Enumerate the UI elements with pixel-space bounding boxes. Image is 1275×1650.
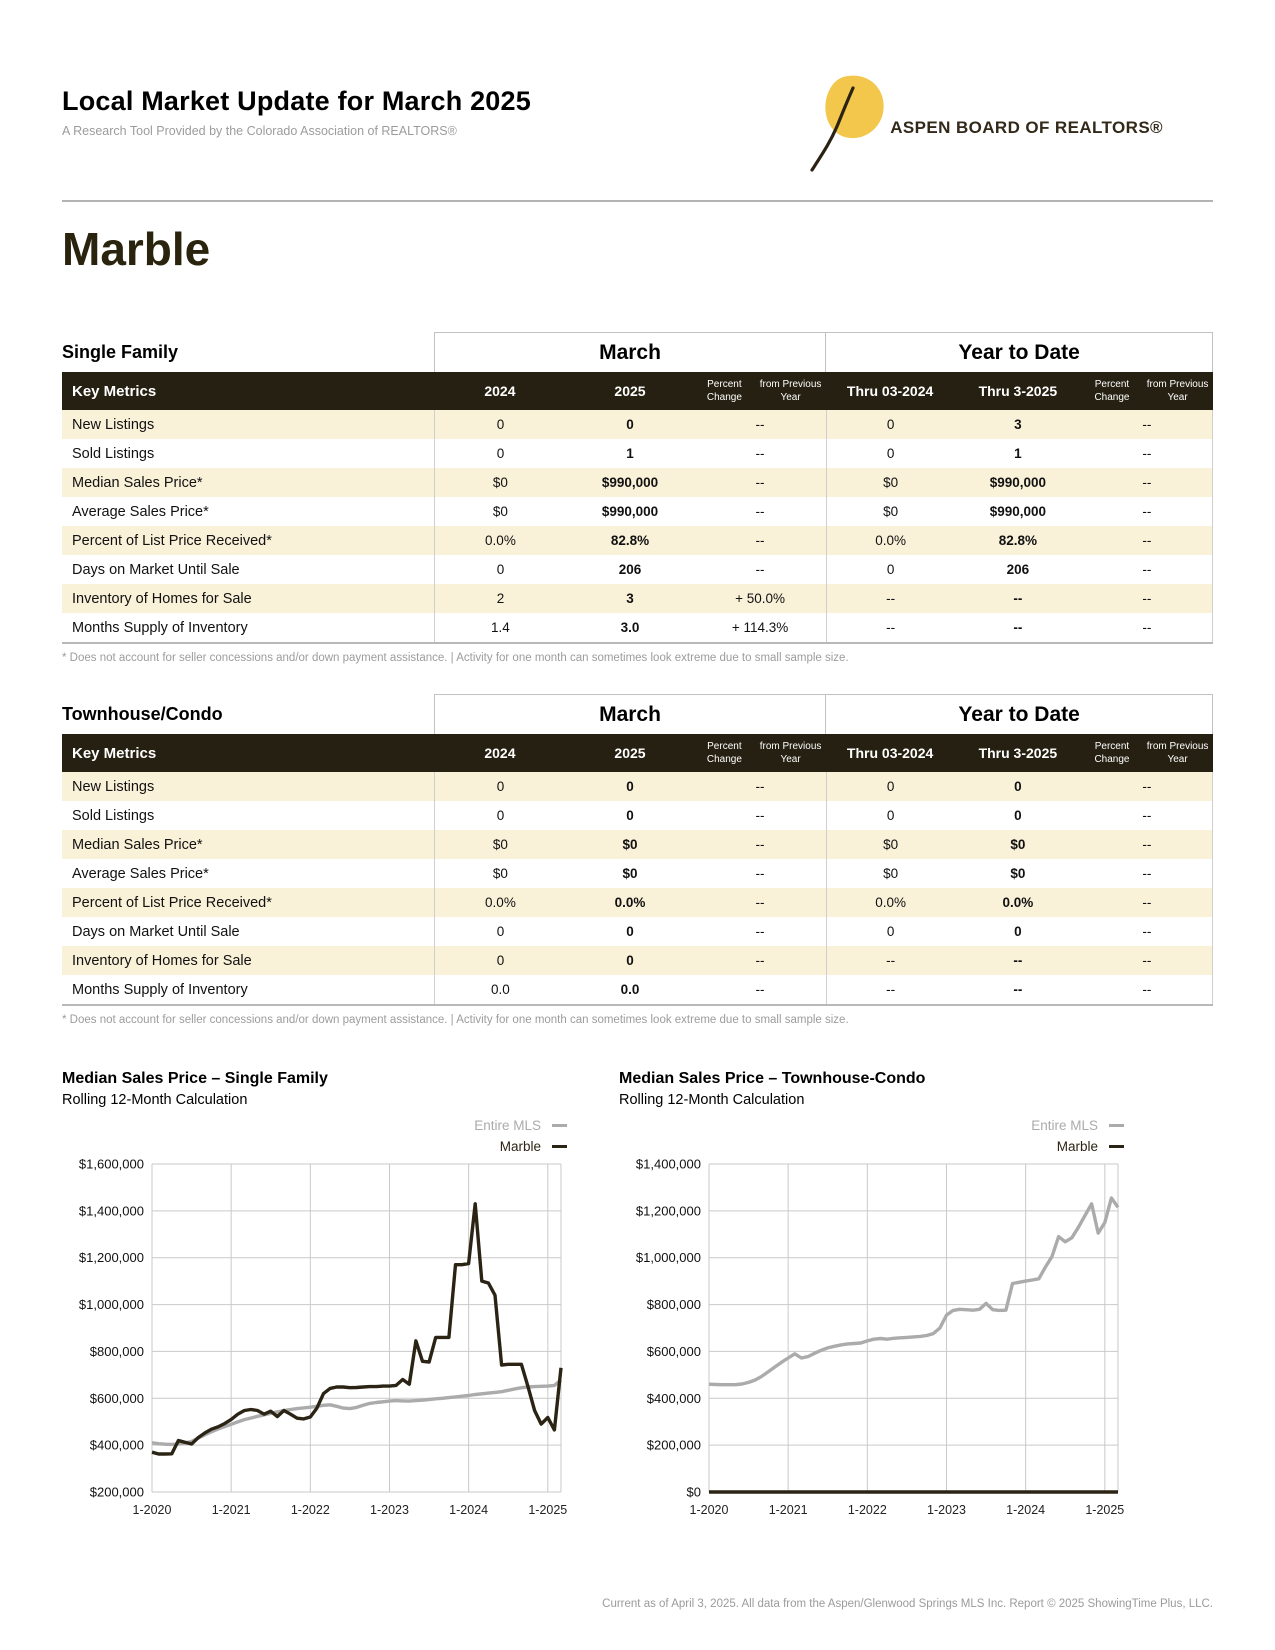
table-row	[62, 497, 1213, 526]
metric-value: 1.4	[434, 613, 566, 642]
percent-change-header-line: from Previous Year	[1146, 741, 1209, 765]
metric-value: $0	[434, 468, 566, 497]
svg-text:$1,600,000: $1,600,000	[78, 1156, 144, 1172]
metric-value: $990,000	[601, 475, 659, 490]
metric-label: Days on Market Until Sale	[72, 561, 240, 578]
single-family-chart	[62, 1070, 567, 1531]
metric-value: 206	[618, 562, 642, 577]
table-row	[62, 888, 1213, 917]
table-row	[62, 830, 1213, 859]
svg-text:$1,200,000: $1,200,000	[78, 1250, 144, 1266]
chart-title: Median Sales Price – Single Family	[62, 1070, 328, 1087]
metric-value: $990,000	[989, 504, 1047, 519]
metric-value: --	[755, 866, 765, 881]
aspen-leaf-icon	[796, 72, 888, 176]
metric-value: --	[755, 924, 765, 939]
metric-value: 0	[434, 917, 566, 946]
svg-text:1-2023: 1-2023	[927, 1503, 966, 1517]
metric-value: --	[1082, 772, 1213, 801]
svg-text:$200,000: $200,000	[89, 1484, 144, 1500]
report-footer: Current as of April 3, 2025. All data from the Aspen/Glenwood Springs MLS Inc. Report © 2025 ShowingTime Plus, LLC.	[602, 1598, 1213, 1610]
metric-value: 0	[826, 801, 954, 830]
metric-value: 2	[434, 584, 566, 613]
metric-value: 1	[626, 446, 634, 461]
svg-text:$1,000,000: $1,000,000	[635, 1250, 701, 1266]
metric-value: 0.0%	[826, 888, 954, 917]
metric-value: --	[755, 982, 765, 997]
metric-value: --	[1082, 526, 1213, 555]
table-row	[62, 613, 1213, 644]
metric-label: Average Sales Price*	[72, 503, 209, 520]
metric-value: + 114.3%	[731, 620, 789, 635]
metric-value: --	[826, 975, 954, 1004]
metric-value: 0	[626, 953, 634, 968]
svg-text:$600,000: $600,000	[89, 1390, 144, 1406]
column-header: 2024	[484, 745, 516, 761]
table-section-title: Single Family	[62, 341, 179, 362]
metric-value: 1	[1014, 446, 1022, 461]
table-group-header-row	[62, 694, 1213, 734]
metric-value: --	[1082, 497, 1213, 526]
metric-value: $0	[1010, 837, 1026, 852]
svg-text:1-2020: 1-2020	[132, 1503, 172, 1517]
svg-text:$1,000,000: $1,000,000	[78, 1297, 144, 1313]
table-column-header-row	[62, 372, 1213, 410]
table-section-title: Townhouse/Condo	[62, 703, 223, 724]
table-row	[62, 555, 1213, 584]
metric-value: 206	[1006, 562, 1030, 577]
title-block	[62, 86, 531, 138]
svg-text:1-2021: 1-2021	[768, 1503, 808, 1517]
legend-label: Marble	[1056, 1139, 1098, 1154]
table-row	[62, 801, 1213, 830]
metric-value: 82.8%	[998, 533, 1037, 548]
column-header: Thru 03-2024	[846, 745, 934, 761]
table-row	[62, 410, 1213, 439]
table-footnote: * Does not account for seller concessions and/or down payment assistance. | Activity for one month can sometimes look extreme due to small sample size.	[62, 1014, 849, 1026]
svg-text:$400,000: $400,000	[646, 1390, 701, 1406]
column-header: Thru 03-2024	[846, 383, 934, 399]
metric-label: Inventory of Homes for Sale	[72, 952, 252, 969]
metric-value: --	[826, 613, 954, 642]
percent-change-header-line: Percent Change	[706, 741, 742, 765]
table-row	[62, 859, 1213, 888]
svg-text:$200,000: $200,000	[646, 1437, 701, 1453]
svg-text:1-2022: 1-2022	[847, 1503, 887, 1517]
column-header-percent-change	[694, 734, 826, 772]
metric-label: Percent of List Price Received*	[72, 894, 272, 911]
report-header	[62, 0, 1213, 176]
group-header-ytd: Year to Date	[826, 694, 1213, 734]
metric-label: Median Sales Price*	[72, 474, 203, 491]
svg-text:$1,400,000: $1,400,000	[78, 1203, 144, 1219]
metric-value: 82.8%	[610, 533, 650, 548]
metric-value: 0.0%	[434, 888, 566, 917]
column-header: Thru 3-2025	[978, 745, 1058, 761]
table-row	[62, 946, 1213, 975]
svg-text:$400,000: $400,000	[89, 1437, 144, 1453]
metric-value: --	[1082, 410, 1213, 439]
metric-value: $0	[826, 859, 954, 888]
metric-value: --	[755, 417, 765, 432]
chart-plot	[62, 1154, 567, 1526]
single-family-table	[62, 332, 1213, 664]
metric-label: Months Supply of Inventory	[72, 619, 248, 636]
column-header-percent-change	[1082, 734, 1213, 772]
metric-value: $0	[826, 830, 954, 859]
metric-value: --	[1013, 620, 1023, 635]
metric-label: Days on Market Until Sale	[72, 923, 240, 940]
metric-value: 0	[1014, 808, 1022, 823]
metric-value: --	[1082, 859, 1213, 888]
metric-value: $0	[622, 866, 638, 881]
metric-value: $0	[434, 830, 566, 859]
metric-value: --	[1013, 591, 1023, 606]
table-column-header-row	[62, 734, 1213, 772]
metric-value: 0	[826, 410, 954, 439]
metric-label: Months Supply of Inventory	[72, 981, 248, 998]
table-row	[62, 772, 1213, 801]
percent-change-header-line: Percent Change	[1094, 379, 1130, 403]
metric-value: $990,000	[989, 475, 1047, 490]
table-group-header-row	[62, 332, 1213, 372]
area-title: Marble	[62, 223, 211, 275]
metric-value: --	[755, 895, 765, 910]
header-divider	[62, 200, 1213, 202]
charts-row	[62, 1070, 1213, 1531]
metric-value: --	[826, 946, 954, 975]
aspen-board-logo	[796, 72, 1163, 176]
metric-value: 0	[434, 946, 566, 975]
metric-value: --	[826, 584, 954, 613]
metric-value: --	[755, 837, 765, 852]
metric-value: $0	[622, 837, 638, 852]
metric-value: --	[1082, 613, 1213, 642]
metric-value: 0	[626, 924, 634, 939]
svg-text:$800,000: $800,000	[646, 1297, 701, 1313]
metric-value: 0	[626, 808, 634, 823]
metric-value: --	[1082, 917, 1213, 946]
legend-line-sample	[552, 1145, 567, 1148]
svg-text:$1,200,000: $1,200,000	[635, 1203, 701, 1219]
metric-value: 0	[826, 555, 954, 584]
metric-value: --	[1082, 888, 1213, 917]
metric-value: 3	[626, 591, 634, 606]
percent-change-header-line: from Previous Year	[1146, 379, 1209, 403]
metric-value: --	[1082, 946, 1213, 975]
metric-value: $0	[826, 497, 954, 526]
metric-value: --	[755, 446, 765, 461]
svg-text:1-2023: 1-2023	[370, 1503, 409, 1517]
metric-value: --	[1013, 953, 1023, 968]
metric-value: 3	[1014, 417, 1022, 432]
svg-text:1-2024: 1-2024	[1006, 1503, 1046, 1517]
metric-value: --	[1013, 982, 1023, 997]
metric-value: --	[755, 504, 765, 519]
table-row	[62, 917, 1213, 946]
column-header: 2025	[614, 745, 646, 761]
svg-text:1-2020: 1-2020	[689, 1503, 729, 1517]
townhouse-condo-table	[62, 694, 1213, 1026]
metric-value: --	[1082, 584, 1213, 613]
metric-value: --	[1082, 555, 1213, 584]
metric-value: 3.0	[620, 620, 640, 635]
metric-value: 0	[626, 417, 634, 432]
metric-value: --	[755, 779, 765, 794]
percent-change-header-line: Percent Change	[706, 379, 742, 403]
metric-value: 0	[434, 801, 566, 830]
metric-value: 0	[826, 917, 954, 946]
metric-value: 0	[434, 555, 566, 584]
metric-value: 0.0%	[434, 526, 566, 555]
metric-value: --	[1082, 830, 1213, 859]
metric-label: Median Sales Price*	[72, 836, 203, 853]
metric-value: --	[755, 953, 765, 968]
chart-legend	[619, 1118, 1124, 1154]
metric-value: --	[1082, 975, 1213, 1004]
legend-label: Entire MLS	[474, 1118, 541, 1133]
metric-value: 0.0%	[614, 895, 646, 910]
table-row	[62, 584, 1213, 613]
metric-value: 0	[826, 772, 954, 801]
chart-legend	[62, 1118, 567, 1154]
metric-value: $0	[434, 859, 566, 888]
column-header-key-metrics: Key Metrics	[72, 744, 157, 762]
group-header-ytd: Year to Date	[826, 332, 1213, 372]
page-subtitle: A Research Tool Provided by the Colorado Association of REALTORS®	[62, 124, 457, 138]
svg-text:1-2021: 1-2021	[211, 1503, 251, 1517]
metric-value: --	[755, 475, 765, 490]
metric-value: $0	[826, 468, 954, 497]
townhouse-condo-chart	[619, 1070, 1124, 1531]
svg-text:$1,400,000: $1,400,000	[635, 1156, 701, 1172]
metric-value: 0	[1014, 924, 1022, 939]
legend-item	[474, 1118, 567, 1133]
svg-text:1-2025: 1-2025	[1085, 1503, 1124, 1517]
metric-value: --	[755, 533, 765, 548]
metric-value: --	[1082, 468, 1213, 497]
percent-change-header-line: from Previous Year	[759, 379, 822, 403]
table-row	[62, 439, 1213, 468]
metric-value: 0.0%	[826, 526, 954, 555]
page-title: Local Market Update for March 2025	[62, 86, 531, 116]
chart-plot	[619, 1154, 1124, 1526]
metric-value: 0	[434, 772, 566, 801]
metric-label: Sold Listings	[72, 807, 155, 824]
metric-value: 0	[826, 439, 954, 468]
column-header-percent-change	[1082, 372, 1213, 410]
metric-value: $0	[434, 497, 566, 526]
metric-label: Percent of List Price Received*	[72, 532, 272, 549]
legend-label: Entire MLS	[1031, 1118, 1098, 1133]
metric-label: New Listings	[72, 416, 155, 433]
percent-change-header-line: Percent Change	[1094, 741, 1130, 765]
table-row	[62, 975, 1213, 1006]
metric-value: 0	[434, 439, 566, 468]
svg-text:1-2025: 1-2025	[528, 1503, 567, 1517]
metric-label: Average Sales Price*	[72, 865, 209, 882]
legend-item	[500, 1139, 567, 1154]
svg-text:1-2022: 1-2022	[290, 1503, 330, 1517]
chart-subtitle: Rolling 12-Month Calculation	[62, 1092, 248, 1108]
svg-text:$800,000: $800,000	[89, 1343, 144, 1359]
metric-value: 0	[434, 410, 566, 439]
metric-value: --	[1082, 801, 1213, 830]
metric-value: $990,000	[601, 504, 659, 519]
column-header: Thru 3-2025	[978, 383, 1058, 399]
metric-label: Inventory of Homes for Sale	[72, 590, 252, 607]
legend-line-sample	[1109, 1124, 1124, 1127]
column-header-key-metrics: Key Metrics	[72, 382, 157, 400]
metric-value: --	[1082, 439, 1213, 468]
metric-value: 0.0	[434, 975, 566, 1004]
metric-value: + 50.0%	[735, 591, 786, 606]
metric-label: Sold Listings	[72, 445, 155, 462]
metric-value: 0.0%	[1002, 895, 1034, 910]
column-header-percent-change	[694, 372, 826, 410]
logo-text: ASPEN BOARD OF REALTORS®	[890, 118, 1163, 137]
table-footnote: * Does not account for seller concessions and/or down payment assistance. | Activity for one month can sometimes look extreme due to small sample size.	[62, 652, 849, 664]
group-header-march: March	[434, 332, 826, 372]
legend-label: Marble	[499, 1139, 541, 1154]
group-header-march: March	[434, 694, 826, 734]
legend-item	[1057, 1139, 1124, 1154]
metric-value: 0.0	[620, 982, 640, 997]
table-row	[62, 526, 1213, 555]
chart-title: Median Sales Price – Townhouse-Condo	[619, 1070, 926, 1087]
metric-value: 0	[1014, 779, 1022, 794]
svg-text:1-2024: 1-2024	[449, 1503, 489, 1517]
chart-subtitle: Rolling 12-Month Calculation	[619, 1092, 805, 1108]
column-header: 2025	[614, 383, 646, 399]
table-row	[62, 468, 1213, 497]
metric-value: --	[755, 808, 765, 823]
metric-value: --	[755, 562, 765, 577]
metric-value: 0	[626, 779, 634, 794]
svg-text:$0: $0	[686, 1484, 701, 1500]
metric-value: $0	[1010, 866, 1026, 881]
column-header: 2024	[484, 383, 516, 399]
percent-change-header-line: from Previous Year	[759, 741, 822, 765]
metric-label: New Listings	[72, 778, 155, 795]
svg-text:$600,000: $600,000	[646, 1343, 701, 1359]
legend-item	[1031, 1118, 1124, 1133]
legend-line-sample	[1109, 1145, 1124, 1148]
legend-line-sample	[552, 1124, 567, 1127]
